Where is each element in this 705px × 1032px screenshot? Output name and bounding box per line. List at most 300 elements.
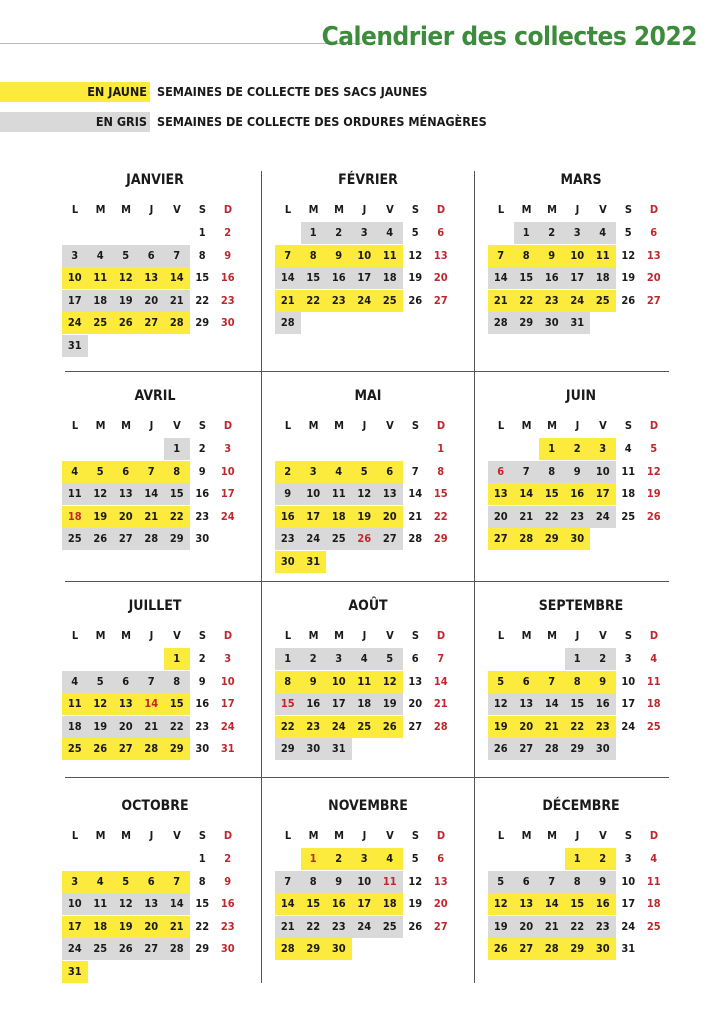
month-6 bbox=[488, 388, 674, 588]
day-cell: 24 bbox=[62, 312, 88, 334]
day-cell: 30 bbox=[565, 528, 591, 550]
weekday-header: M bbox=[308, 419, 319, 432]
weekday-header: J bbox=[362, 203, 367, 216]
month-name: JUIN bbox=[565, 388, 597, 404]
day-cell: 10 bbox=[621, 674, 636, 688]
day-cell: 3 bbox=[62, 871, 88, 893]
day-cell: 22 bbox=[301, 916, 327, 938]
day-cell: 2 bbox=[590, 648, 616, 670]
weekday-header: V bbox=[173, 629, 181, 642]
day-cell: 26 bbox=[88, 528, 114, 550]
day-cell: 12 bbox=[88, 693, 114, 715]
day-cell: 25 bbox=[62, 738, 88, 760]
day-cell: 14 bbox=[408, 487, 423, 500]
day-cell: 22 bbox=[164, 506, 190, 528]
day-cell: 1 bbox=[565, 848, 591, 870]
weekday-header: M bbox=[521, 419, 532, 432]
weekday-header: S bbox=[624, 629, 633, 642]
day-cell: 23 bbox=[301, 716, 327, 738]
day-cell: 17 bbox=[220, 697, 235, 710]
day-cell: 21 bbox=[164, 916, 190, 938]
weekday-header: V bbox=[173, 203, 181, 216]
weekday-header: M bbox=[547, 629, 557, 642]
weekday-header: M bbox=[547, 829, 557, 842]
day-cell: 23 bbox=[539, 290, 565, 312]
weekday-header: S bbox=[411, 203, 420, 216]
day-cell: 14 bbox=[539, 893, 565, 915]
day-cell: 24 bbox=[565, 290, 591, 312]
day-cell: 28 bbox=[275, 312, 301, 334]
day-cell: 15 bbox=[195, 897, 210, 910]
day-cell: 2 bbox=[326, 222, 352, 244]
legend-gray-text: SEMAINES DE COLLECTE DES ORDURES MÉNAGÈRES bbox=[157, 114, 487, 129]
day-cell: 8 bbox=[565, 671, 591, 693]
day-cell: 21 bbox=[488, 290, 514, 312]
day-cell: 3 bbox=[590, 438, 616, 460]
day-cell: 31 bbox=[326, 738, 352, 760]
day-cell: 17 bbox=[352, 267, 378, 289]
day-cell: 29 bbox=[195, 942, 210, 955]
day-cell: 26 bbox=[88, 738, 114, 760]
day-cell: 27 bbox=[139, 312, 165, 334]
weekday-header: L bbox=[497, 419, 505, 432]
day-cell: 24 bbox=[621, 919, 636, 933]
day-cell: 15 bbox=[301, 267, 327, 289]
header-rule bbox=[0, 43, 362, 44]
day-cell: 31 bbox=[62, 961, 88, 983]
day-cell: 20 bbox=[139, 290, 165, 312]
day-cell: 18 bbox=[62, 506, 88, 528]
day-cell: 13 bbox=[113, 693, 139, 715]
day-cell: 23 bbox=[220, 293, 235, 307]
weekday-header: D bbox=[223, 829, 233, 842]
day-cell: 17 bbox=[62, 916, 88, 938]
day-cell: 24 bbox=[326, 716, 352, 738]
weekday-header: J bbox=[149, 829, 154, 842]
day-cell: 6 bbox=[377, 461, 403, 483]
day-cell: 28 bbox=[539, 938, 565, 960]
day-cell: 27 bbox=[139, 938, 165, 960]
day-cell: 29 bbox=[195, 316, 210, 329]
day-cell: 1 bbox=[301, 848, 327, 870]
weekday-header: J bbox=[149, 203, 154, 216]
day-cell: 20 bbox=[113, 506, 139, 528]
day-cell: 16 bbox=[195, 697, 210, 710]
day-cell: 4 bbox=[88, 245, 114, 267]
day-cell: 1 bbox=[539, 438, 565, 460]
day-cell: 26 bbox=[377, 716, 403, 738]
day-cell: 9 bbox=[565, 461, 591, 483]
weekday-header: L bbox=[284, 829, 292, 842]
day-cell: 9 bbox=[590, 671, 616, 693]
day-cell: 10 bbox=[565, 245, 591, 267]
weekday-header: V bbox=[173, 829, 181, 842]
day-cell: 11 bbox=[377, 245, 403, 267]
day-cell: 31 bbox=[565, 312, 591, 334]
day-cell: 9 bbox=[326, 245, 352, 267]
day-cell: 2 bbox=[301, 648, 327, 670]
day-cell: 30 bbox=[539, 312, 565, 334]
day-cell: 25 bbox=[590, 290, 616, 312]
day-cell: 2 bbox=[224, 852, 232, 865]
weekday-header: L bbox=[71, 419, 79, 432]
day-cell: 28 bbox=[139, 528, 165, 550]
day-cell: 26 bbox=[488, 938, 514, 960]
day-cell: 12 bbox=[488, 693, 514, 715]
day-cell: 3 bbox=[624, 652, 632, 665]
day-cell: 1 bbox=[565, 648, 591, 670]
weekday-header: M bbox=[334, 419, 344, 432]
day-cell: 3 bbox=[565, 222, 591, 244]
day-cell: 14 bbox=[275, 267, 301, 289]
weekday-header: M bbox=[121, 203, 131, 216]
month-11 bbox=[275, 798, 461, 998]
day-cell: 2 bbox=[224, 226, 232, 239]
day-cell: 10 bbox=[220, 464, 235, 478]
day-cell: 22 bbox=[195, 919, 210, 933]
weekday-header: V bbox=[386, 419, 394, 432]
day-cell: 6 bbox=[437, 852, 445, 865]
day-cell: 19 bbox=[113, 916, 139, 938]
day-cell: 28 bbox=[275, 938, 301, 960]
weekday-header: L bbox=[497, 829, 505, 842]
day-cell: 17 bbox=[352, 893, 378, 915]
day-cell: 29 bbox=[514, 312, 540, 334]
day-cell: 16 bbox=[326, 267, 352, 289]
weekday-header: L bbox=[71, 629, 79, 642]
day-cell: 30 bbox=[220, 942, 235, 955]
day-cell: 5 bbox=[113, 245, 139, 267]
day-cell: 2 bbox=[275, 461, 301, 483]
month-name: DÉCEMBRE bbox=[542, 798, 620, 814]
day-cell: 4 bbox=[650, 852, 658, 865]
weekday-header: D bbox=[649, 203, 659, 216]
day-cell: 21 bbox=[539, 716, 565, 738]
day-cell: 17 bbox=[590, 483, 616, 505]
day-cell: 29 bbox=[275, 738, 301, 760]
day-cell: 5 bbox=[113, 871, 139, 893]
day-cell: 11 bbox=[646, 874, 661, 888]
day-cell: 13 bbox=[433, 874, 448, 888]
day-cell: 16 bbox=[220, 271, 235, 284]
weekday-header: S bbox=[198, 829, 207, 842]
day-cell: 12 bbox=[488, 893, 514, 915]
day-cell: 24 bbox=[301, 528, 327, 550]
day-cell: 9 bbox=[301, 671, 327, 693]
weekday-header: S bbox=[624, 829, 633, 842]
weekday-header: S bbox=[198, 419, 207, 432]
day-cell: 31 bbox=[62, 335, 88, 357]
day-cell: 18 bbox=[88, 916, 114, 938]
weekday-header: J bbox=[149, 419, 154, 432]
day-cell: 14 bbox=[139, 693, 165, 715]
day-cell: 10 bbox=[326, 671, 352, 693]
day-cell: 29 bbox=[565, 938, 591, 960]
day-cell: 8 bbox=[198, 874, 206, 888]
weekday-header: M bbox=[334, 203, 344, 216]
day-cell: 24 bbox=[621, 719, 636, 733]
day-cell: 7 bbox=[139, 671, 165, 693]
day-cell: 29 bbox=[565, 738, 591, 760]
day-cell: 22 bbox=[433, 509, 448, 523]
day-cell: 7 bbox=[411, 464, 419, 478]
separator-vertical-right bbox=[474, 171, 475, 983]
day-cell: 26 bbox=[621, 293, 636, 307]
weekday-header: D bbox=[436, 629, 446, 642]
day-cell: 20 bbox=[113, 716, 139, 738]
day-cell: 30 bbox=[326, 938, 352, 960]
day-cell: 22 bbox=[301, 290, 327, 312]
day-cell: 30 bbox=[195, 742, 210, 755]
day-cell: 22 bbox=[275, 716, 301, 738]
day-cell: 30 bbox=[220, 316, 235, 329]
day-cell: 28 bbox=[433, 719, 448, 733]
day-cell: 21 bbox=[164, 290, 190, 312]
day-cell: 11 bbox=[88, 893, 114, 915]
day-cell: 23 bbox=[195, 719, 210, 733]
day-cell: 18 bbox=[377, 893, 403, 915]
day-cell: 24 bbox=[220, 509, 235, 523]
day-cell: 10 bbox=[590, 461, 616, 483]
day-cell: 2 bbox=[198, 652, 206, 665]
weekday-header: L bbox=[284, 203, 292, 216]
month-8 bbox=[275, 598, 461, 798]
weekday-header: S bbox=[411, 829, 420, 842]
day-cell: 15 bbox=[164, 693, 190, 715]
day-cell: 9 bbox=[198, 464, 206, 478]
day-cell: 20 bbox=[139, 916, 165, 938]
day-cell: 9 bbox=[224, 248, 232, 262]
day-cell: 23 bbox=[220, 919, 235, 933]
day-cell: 18 bbox=[621, 487, 636, 500]
day-cell: 18 bbox=[646, 897, 661, 910]
day-cell: 27 bbox=[377, 528, 403, 550]
day-cell: 6 bbox=[113, 671, 139, 693]
day-cell: 22 bbox=[514, 290, 540, 312]
weekday-header: M bbox=[334, 829, 344, 842]
weekday-header: M bbox=[95, 829, 106, 842]
day-cell: 24 bbox=[62, 938, 88, 960]
day-cell: 28 bbox=[539, 738, 565, 760]
day-cell: 13 bbox=[514, 693, 540, 715]
day-cell: 23 bbox=[326, 916, 352, 938]
day-cell: 3 bbox=[352, 222, 378, 244]
day-cell: 10 bbox=[62, 893, 88, 915]
weekday-header: V bbox=[599, 629, 607, 642]
day-cell: 1 bbox=[164, 438, 190, 460]
weekday-header: J bbox=[575, 629, 580, 642]
day-cell: 13 bbox=[488, 483, 514, 505]
day-cell: 21 bbox=[139, 506, 165, 528]
day-cell: 3 bbox=[224, 442, 232, 455]
day-cell: 18 bbox=[377, 267, 403, 289]
day-cell: 2 bbox=[590, 848, 616, 870]
day-cell: 28 bbox=[164, 938, 190, 960]
day-cell: 2 bbox=[326, 848, 352, 870]
day-cell: 17 bbox=[301, 506, 327, 528]
day-cell: 31 bbox=[301, 551, 327, 573]
day-cell: 29 bbox=[164, 738, 190, 760]
day-cell: 4 bbox=[88, 871, 114, 893]
day-cell: 20 bbox=[646, 271, 661, 284]
weekday-header: L bbox=[71, 829, 79, 842]
day-cell: 20 bbox=[514, 716, 540, 738]
page-title: Calendrier des collectes 2022 bbox=[321, 22, 697, 52]
day-cell: 13 bbox=[433, 248, 448, 262]
day-cell: 18 bbox=[62, 716, 88, 738]
day-cell: 21 bbox=[275, 916, 301, 938]
day-cell: 24 bbox=[352, 916, 378, 938]
day-cell: 12 bbox=[113, 893, 139, 915]
day-cell: 9 bbox=[326, 871, 352, 893]
day-cell: 19 bbox=[488, 716, 514, 738]
weekday-header: J bbox=[575, 829, 580, 842]
day-cell: 9 bbox=[275, 483, 301, 505]
weekday-header: J bbox=[575, 203, 580, 216]
day-cell: 12 bbox=[621, 248, 636, 262]
day-cell: 13 bbox=[113, 483, 139, 505]
day-cell: 26 bbox=[113, 312, 139, 334]
day-cell: 2 bbox=[565, 438, 591, 460]
day-cell: 16 bbox=[220, 897, 235, 910]
day-cell: 19 bbox=[408, 271, 423, 284]
day-cell: 8 bbox=[198, 248, 206, 262]
weekday-header: S bbox=[198, 629, 207, 642]
day-cell: 4 bbox=[377, 848, 403, 870]
day-cell: 14 bbox=[539, 693, 565, 715]
day-cell: 23 bbox=[590, 916, 616, 938]
weekday-header: J bbox=[362, 419, 367, 432]
weekday-header: M bbox=[547, 419, 557, 432]
day-cell: 16 bbox=[301, 693, 327, 715]
day-cell: 23 bbox=[565, 506, 591, 528]
weekday-header: V bbox=[599, 419, 607, 432]
day-cell: 4 bbox=[624, 442, 632, 455]
day-cell: 16 bbox=[195, 487, 210, 500]
day-cell: 25 bbox=[621, 509, 636, 523]
day-cell: 3 bbox=[224, 652, 232, 665]
day-cell: 16 bbox=[590, 693, 616, 715]
legend-yellow-text: SEMAINES DE COLLECTE DES SACS JAUNES bbox=[157, 84, 428, 99]
day-cell: 27 bbox=[488, 528, 514, 550]
weekday-header: M bbox=[521, 629, 532, 642]
day-cell: 6 bbox=[139, 871, 165, 893]
day-cell: 19 bbox=[621, 271, 636, 284]
day-cell: 15 bbox=[565, 693, 591, 715]
day-cell: 3 bbox=[326, 648, 352, 670]
day-cell: 26 bbox=[113, 938, 139, 960]
day-cell: 28 bbox=[139, 738, 165, 760]
day-cell: 12 bbox=[408, 248, 423, 262]
weekday-header: D bbox=[223, 419, 233, 432]
day-cell: 6 bbox=[488, 461, 514, 483]
day-cell: 4 bbox=[352, 648, 378, 670]
day-cell: 6 bbox=[514, 671, 540, 693]
day-cell: 10 bbox=[621, 874, 636, 888]
day-cell: 18 bbox=[352, 693, 378, 715]
day-cell: 27 bbox=[514, 738, 540, 760]
weekday-header: S bbox=[411, 629, 420, 642]
day-cell: 19 bbox=[488, 916, 514, 938]
day-cell: 7 bbox=[275, 245, 301, 267]
day-cell: 29 bbox=[301, 938, 327, 960]
day-cell: 3 bbox=[352, 848, 378, 870]
weekday-header: D bbox=[436, 829, 446, 842]
day-cell: 4 bbox=[62, 671, 88, 693]
day-cell: 1 bbox=[198, 852, 206, 865]
day-cell: 1 bbox=[514, 222, 540, 244]
weekday-header: V bbox=[599, 203, 607, 216]
day-cell: 12 bbox=[646, 464, 661, 478]
day-cell: 7 bbox=[539, 871, 565, 893]
day-cell: 12 bbox=[408, 874, 423, 888]
day-cell: 6 bbox=[411, 652, 419, 665]
weekday-header: L bbox=[284, 419, 292, 432]
day-cell: 26 bbox=[408, 293, 423, 307]
day-cell: 8 bbox=[437, 464, 445, 478]
day-cell: 18 bbox=[590, 267, 616, 289]
day-cell: 11 bbox=[326, 483, 352, 505]
day-cell: 10 bbox=[352, 245, 378, 267]
separator-vertical-left bbox=[261, 171, 262, 983]
day-cell: 24 bbox=[590, 506, 616, 528]
weekday-header: J bbox=[149, 629, 154, 642]
day-cell: 25 bbox=[377, 290, 403, 312]
day-cell: 29 bbox=[164, 528, 190, 550]
day-cell: 13 bbox=[514, 893, 540, 915]
day-cell: 28 bbox=[408, 532, 423, 545]
day-cell: 8 bbox=[539, 461, 565, 483]
day-cell: 6 bbox=[650, 226, 658, 239]
day-cell: 4 bbox=[326, 461, 352, 483]
day-cell: 3 bbox=[624, 852, 632, 865]
day-cell: 11 bbox=[62, 483, 88, 505]
day-cell: 20 bbox=[408, 697, 423, 710]
day-cell: 1 bbox=[275, 648, 301, 670]
day-cell: 8 bbox=[301, 871, 327, 893]
day-cell: 19 bbox=[646, 487, 661, 500]
day-cell: 3 bbox=[62, 245, 88, 267]
day-cell: 7 bbox=[164, 245, 190, 267]
day-cell: 21 bbox=[139, 716, 165, 738]
day-cell: 1 bbox=[301, 222, 327, 244]
day-cell: 10 bbox=[352, 871, 378, 893]
month-name: AOÛT bbox=[348, 598, 388, 614]
day-cell: 27 bbox=[433, 919, 448, 933]
day-cell: 31 bbox=[621, 942, 636, 955]
weekday-header: D bbox=[436, 203, 446, 216]
day-cell: 22 bbox=[565, 916, 591, 938]
weekday-header: L bbox=[284, 629, 292, 642]
month-5 bbox=[275, 388, 461, 588]
day-cell: 5 bbox=[488, 671, 514, 693]
day-cell: 22 bbox=[565, 716, 591, 738]
day-cell: 5 bbox=[377, 648, 403, 670]
month-2 bbox=[275, 172, 461, 372]
day-cell: 11 bbox=[377, 871, 403, 893]
day-cell: 7 bbox=[139, 461, 165, 483]
day-cell: 29 bbox=[433, 532, 448, 545]
day-cell: 2 bbox=[198, 442, 206, 455]
day-cell: 18 bbox=[88, 290, 114, 312]
day-cell: 25 bbox=[88, 938, 114, 960]
day-cell: 5 bbox=[88, 671, 114, 693]
day-cell: 27 bbox=[408, 719, 423, 733]
legend-gray bbox=[0, 112, 487, 132]
day-cell: 8 bbox=[565, 871, 591, 893]
day-cell: 13 bbox=[377, 483, 403, 505]
month-1 bbox=[62, 172, 248, 372]
